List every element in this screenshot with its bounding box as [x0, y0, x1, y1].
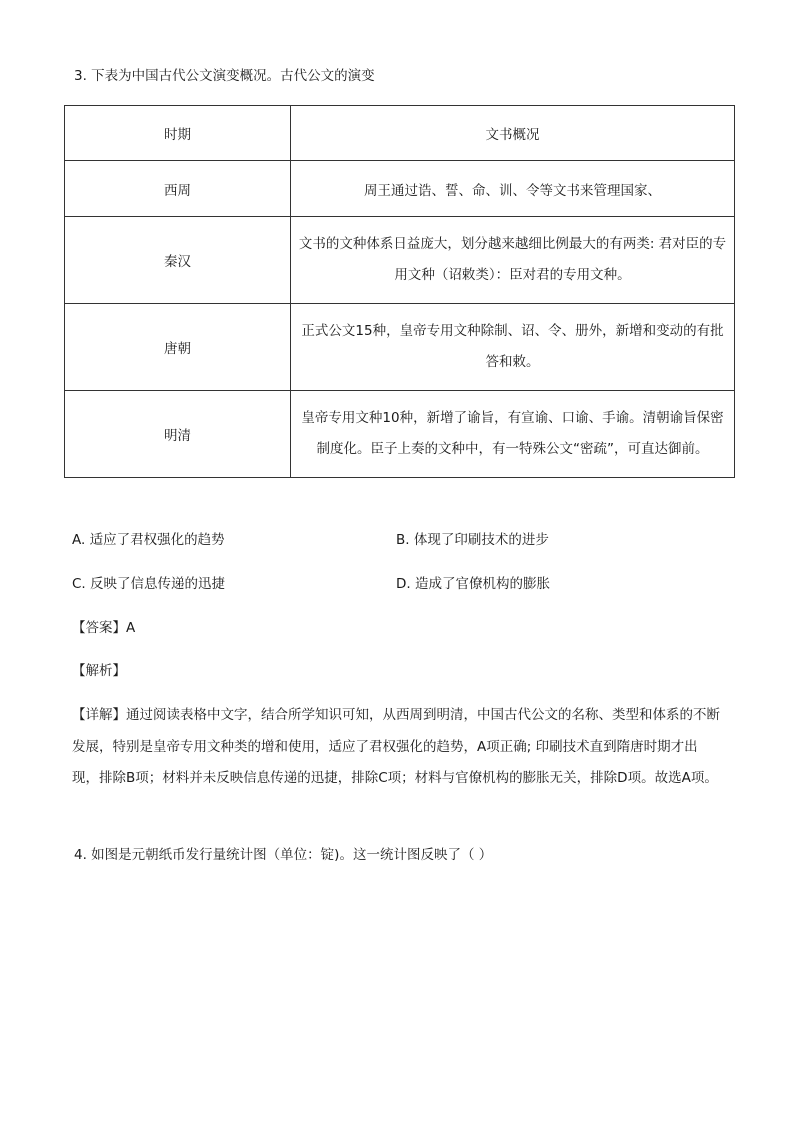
desc-cell: 周王通过诰、誓、命、训、令等文书来管理国家、 [291, 161, 735, 217]
option-d: D. 造成了官僚机构的膨胀 [396, 576, 550, 592]
option-a: A. 适应了君权强化的趋势 [72, 532, 225, 548]
question-4-stem: 4. 如图是元朝纸币发行量统计图（单位：锭)。这一统计图反映了（ ） [74, 847, 493, 863]
answer-line: 【答案】A [72, 620, 136, 636]
detail-explanation: 【详解】通过阅读表格中文字，结合所学知识可知，从西周到明清，中国古代公文的名称、类型和体系的不断发展，特别是皇帝专用文种类的增和使用，适应了君权强化的趋势，A项正确; 印刷技术直到隋唐时期才出现，排除B项；材料并未反映信息传递的迅捷，排除C项；材料与官僚机构的膨胀无关，排除D项。故选A项。 [72, 707, 720, 786]
options-row [72, 528, 732, 550]
desc-cell: 正式公文15种，皇帝专用文种除制、诏、令、册外，新增和变动的有批答和敕。 [291, 304, 735, 391]
table-row [65, 304, 735, 391]
header-overview: 文书概况 [291, 106, 735, 161]
desc-cell: 皇帝专用文种10种，新增了谕旨，有宣谕、口谕、手谕。清朝谕旨保密制度化。臣子上奏的文种中，有一特殊公文“密疏”，可直达御前。 [291, 391, 735, 478]
header-period: 时期 [65, 106, 291, 161]
table-row [65, 391, 735, 478]
period-cell: 唐朝 [65, 304, 291, 391]
period-cell: 秦汉 [65, 217, 291, 304]
table-row [65, 161, 735, 217]
option-c: C. 反映了信息传递的迅捷 [72, 576, 226, 592]
official-documents-table [64, 105, 735, 478]
period-cell: 明清 [65, 391, 291, 478]
table-header-row [65, 106, 735, 161]
desc-cell: 文书的文种体系日益庞大，划分越来越细比例最大的有两类: 君对臣的专用文种（诏敕类）：臣对君的专用文种。 [291, 217, 735, 304]
question-3-stem: 3. 下表为中国古代公文演变概况。古代公文的演变 [74, 68, 375, 84]
period-cell: 西周 [65, 161, 291, 217]
table-row [65, 217, 735, 304]
options-row [72, 572, 732, 594]
analysis-label: 【解析】 [72, 663, 126, 679]
option-b: B. 体现了印刷技术的进步 [396, 532, 549, 548]
